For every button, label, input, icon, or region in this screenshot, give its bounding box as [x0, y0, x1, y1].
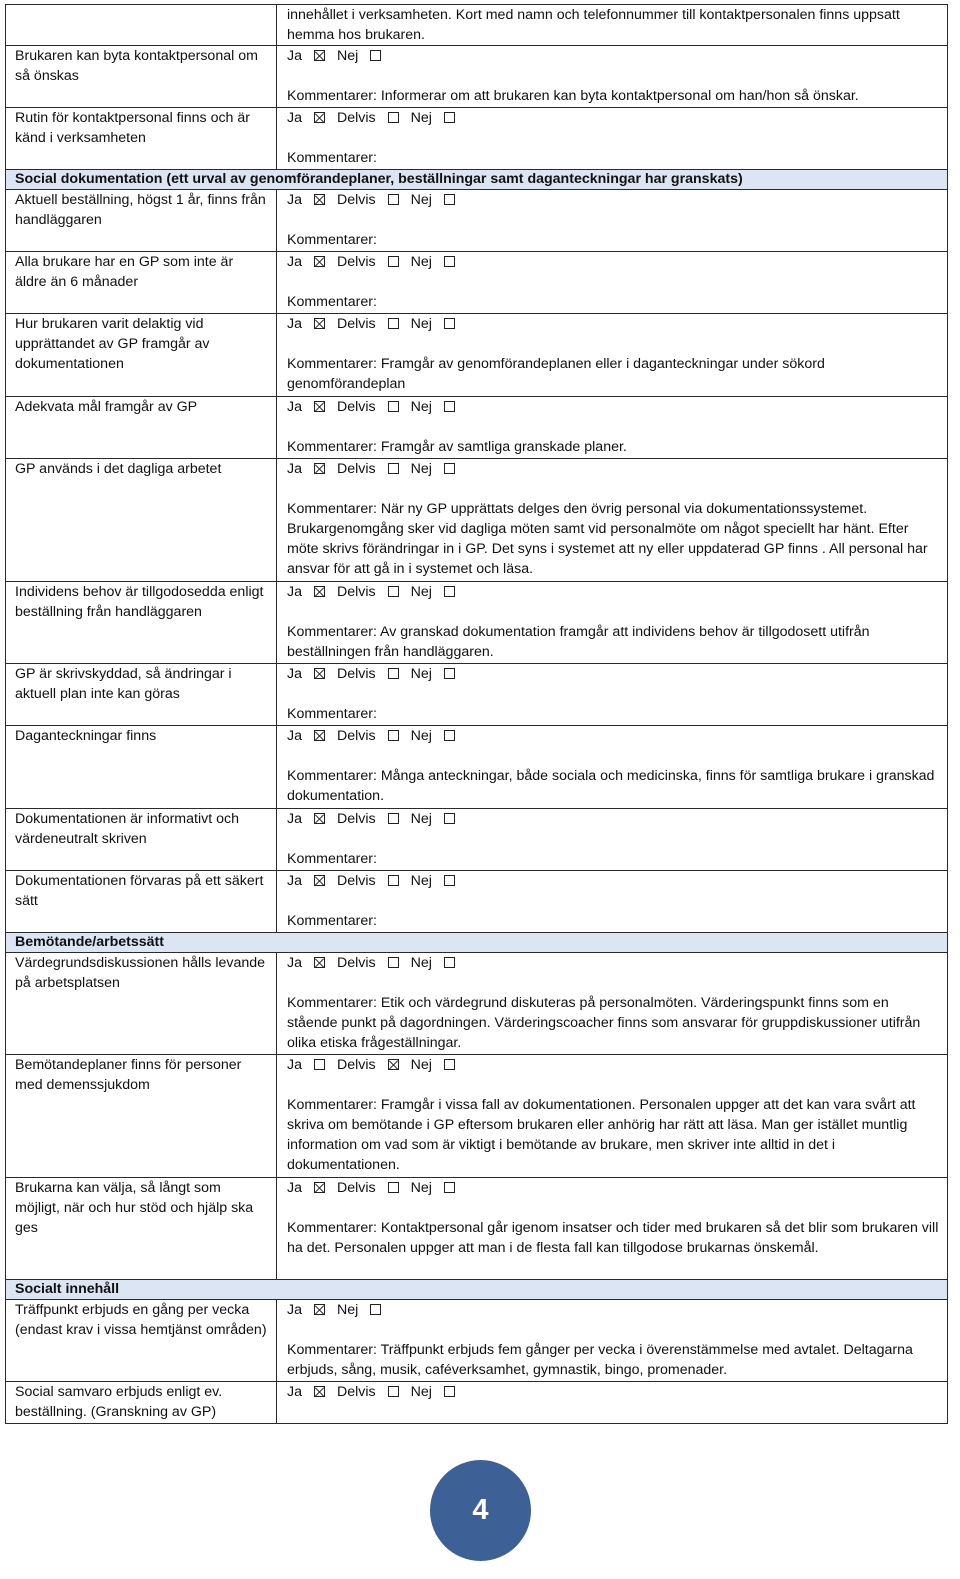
checklist-row: [6, 726, 948, 809]
option-label-ja: Ja: [287, 873, 302, 889]
spacer: [287, 334, 939, 354]
comment-text: Kommentarer: Många anteckningar, både sociala och medicinska, finns för samtliga brukare i granskad dokumentation.: [287, 768, 935, 804]
answer-cell: [277, 953, 948, 1055]
spacer: [287, 210, 939, 230]
checklist-row: [6, 664, 948, 726]
option-label-nej: Nej: [410, 1180, 432, 1196]
checklist-row: [6, 397, 948, 459]
checked-checkbox-icon[interactable]: [314, 957, 325, 968]
option-label-nej: Nej: [410, 728, 432, 744]
empty-checkbox-icon[interactable]: [388, 875, 399, 886]
section-header: [6, 1280, 948, 1300]
option-label-ja: Ja: [287, 110, 302, 126]
option-label-nej: Nej: [336, 1302, 359, 1318]
comment-text: Kommentarer: Framgår av samtliga granskade planer.: [287, 439, 627, 455]
question-cell: Träffpunkt erbjuds en gång per vecka (endast krav i vissa hemtjänst områden): [6, 1300, 277, 1382]
question-cell: [6, 5, 277, 46]
spacer: [287, 479, 939, 499]
checked-checkbox-icon[interactable]: [388, 1059, 399, 1070]
spacer: [287, 684, 939, 704]
empty-checkbox-icon[interactable]: [388, 463, 399, 474]
answer-cell: [277, 314, 948, 397]
option-label-ja: Ja: [287, 1302, 302, 1318]
answer-options: [287, 664, 939, 684]
empty-checkbox-icon[interactable]: [388, 957, 399, 968]
section-title: Social dokumentation (ett urval av genomförandeplaner, beställningar samt daganteckningar har granskats): [6, 170, 948, 190]
option-label-nej: Nej: [410, 873, 432, 889]
empty-checkbox-icon[interactable]: [388, 112, 399, 123]
answer-options: [287, 314, 939, 334]
checklist-row: [6, 582, 948, 664]
question-cell: Brukarna kan välja, så långt som möjligt, när och hur stöd och hjälp ska ges: [6, 1178, 277, 1280]
option-label-delvis: Delvis: [336, 1057, 376, 1073]
option-label-nej: Nej: [336, 48, 359, 64]
section-header: [6, 933, 948, 953]
answer-options: [287, 1055, 939, 1075]
option-label-delvis: Delvis: [336, 666, 376, 682]
spacer: [287, 973, 939, 993]
checked-checkbox-icon[interactable]: [314, 586, 325, 597]
empty-checkbox-icon[interactable]: [444, 1059, 455, 1070]
option-label-nej: Nej: [410, 955, 432, 971]
answer-cell: [277, 108, 948, 170]
option-label-delvis: Delvis: [336, 399, 376, 415]
checklist-row: [6, 1382, 948, 1424]
empty-checkbox-icon[interactable]: [388, 194, 399, 205]
empty-checkbox-icon[interactable]: [444, 957, 455, 968]
comment-text: Kommentarer: Kontaktpersonal går igenom insatser och tider med brukaren så det blir som brukaren vill ha det. Personalen uppger att man i de flesta fall kan tillgodose brukarnas önskemål.: [287, 1220, 939, 1256]
question-cell: Brukaren kan byta kontaktpersonal om så önskas: [6, 46, 277, 108]
checked-checkbox-icon[interactable]: [314, 50, 325, 61]
inspection-checklist: [5, 4, 948, 1424]
spacer: [287, 1075, 939, 1095]
empty-checkbox-icon[interactable]: [444, 813, 455, 824]
empty-checkbox-icon[interactable]: [388, 401, 399, 412]
question-cell: Värdegrundsdiskussionen hålls levande på arbetsplatsen: [6, 953, 277, 1055]
answer-options: [287, 46, 939, 66]
question-cell: GP är skrivskyddad, så ändringar i aktuell plan inte kan göras: [6, 664, 277, 726]
comment-text: Kommentarer:: [287, 913, 377, 929]
answer-options: [287, 397, 939, 417]
question-cell: Dokumentationen är informativt och värdeneutralt skriven: [6, 809, 277, 871]
comment-text: Kommentarer:: [287, 232, 377, 248]
spacer: [287, 602, 939, 622]
option-label-ja: Ja: [287, 1180, 302, 1196]
spacer: [287, 829, 939, 849]
empty-checkbox-icon[interactable]: [388, 256, 399, 267]
comment-text: Kommentarer:: [287, 851, 377, 867]
spacer: [287, 272, 939, 292]
question-cell: Daganteckningar finns: [6, 726, 277, 809]
option-label-ja: Ja: [287, 48, 302, 64]
empty-checkbox-icon[interactable]: [444, 730, 455, 741]
answer-cell: [277, 726, 948, 809]
option-label-ja: Ja: [287, 955, 302, 971]
option-label-ja: Ja: [287, 316, 302, 332]
checklist-row: [6, 1178, 948, 1280]
comment-text: Kommentarer:: [287, 706, 377, 722]
answer-cell: [277, 809, 948, 871]
empty-checkbox-icon[interactable]: [444, 194, 455, 205]
checked-checkbox-icon[interactable]: [314, 1386, 325, 1397]
answer-options: [287, 871, 939, 891]
empty-checkbox-icon[interactable]: [444, 1182, 455, 1193]
checked-checkbox-icon[interactable]: [314, 668, 325, 679]
answer-cell: [277, 5, 948, 46]
comment-text: Kommentarer: Informerar om att brukaren kan byta kontaktpersonal om han/hon så önskar.: [287, 88, 859, 104]
spacer: [287, 746, 939, 766]
checked-checkbox-icon[interactable]: [314, 401, 325, 412]
option-label-delvis: Delvis: [336, 811, 376, 827]
empty-checkbox-icon[interactable]: [388, 668, 399, 679]
checked-checkbox-icon[interactable]: [314, 318, 325, 329]
option-label-nej: Nej: [410, 192, 432, 208]
option-label-delvis: Delvis: [336, 728, 376, 744]
spacer: [287, 1198, 939, 1218]
answer-options: [287, 726, 939, 746]
comment-text: Kommentarer: Av granskad dokumentation framgår att individens behov är tillgodosett utifrån beställningen från handläggaren.: [287, 624, 870, 660]
answer-options: [287, 1382, 939, 1402]
question-cell: Rutin för kontaktpersonal finns och är känd i verksamheten: [6, 108, 277, 170]
answer-options: [287, 108, 939, 128]
checklist-row: [6, 1055, 948, 1178]
option-label-nej: Nej: [410, 254, 432, 270]
section-title: Socialt innehåll: [6, 1280, 948, 1300]
option-label-delvis: Delvis: [336, 873, 376, 889]
empty-checkbox-icon[interactable]: [444, 1386, 455, 1397]
empty-checkbox-icon[interactable]: [370, 50, 381, 61]
option-label-ja: Ja: [287, 584, 302, 600]
checklist-row: [6, 871, 948, 933]
answer-options: [287, 809, 939, 829]
empty-checkbox-icon[interactable]: [444, 112, 455, 123]
empty-checkbox-icon[interactable]: [444, 668, 455, 679]
answer-cell: [277, 190, 948, 252]
comment-text: Kommentarer: Träffpunkt erbjuds fem gånger per vecka i överenstämmelse med avtalet. Deltagarna erbjuds, sång, musik, caféverksamhet, gymnastik, bingo, promenader.: [287, 1342, 913, 1378]
empty-checkbox-icon[interactable]: [388, 1386, 399, 1397]
continued-row: [6, 5, 948, 46]
checklist-row: [6, 953, 948, 1055]
comment-text: Kommentarer: Etik och värdegrund diskuteras på personalmöten. Värderingspunkt finns som en stående punkt på dagordningen. Värderingscoacher finns som ansvarar för gruppdiskussioner utifrån olika etiska frågeställningar.: [287, 995, 921, 1051]
option-label-delvis: Delvis: [336, 192, 376, 208]
empty-checkbox-icon[interactable]: [444, 401, 455, 412]
checked-checkbox-icon[interactable]: [314, 1182, 325, 1193]
option-label-ja: Ja: [287, 461, 302, 477]
checklist-table: [5, 4, 948, 1424]
option-label-ja: Ja: [287, 666, 302, 682]
option-label-ja: Ja: [287, 811, 302, 827]
answer-cell: [277, 871, 948, 933]
empty-checkbox-icon[interactable]: [370, 1304, 381, 1315]
option-label-ja: Ja: [287, 254, 302, 270]
checklist-row: [6, 314, 948, 397]
option-label-delvis: Delvis: [336, 254, 376, 270]
option-label-delvis: Delvis: [336, 955, 376, 971]
section-title: Bemötande/arbetssätt: [6, 933, 948, 953]
option-label-ja: Ja: [287, 192, 302, 208]
section-header: [6, 170, 948, 190]
option-label-nej: Nej: [410, 666, 432, 682]
checked-checkbox-icon[interactable]: [314, 730, 325, 741]
option-label-ja: Ja: [287, 1384, 302, 1400]
empty-checkbox-icon[interactable]: [388, 1182, 399, 1193]
option-label-nej: Nej: [410, 1384, 432, 1400]
answer-cell: [277, 46, 948, 108]
continued-text: innehållet i verksamheten. Kort med namn och telefonnummer till kontaktpersonalen finns uppsatt hemma hos brukaren.: [287, 7, 900, 43]
option-label-nej: Nej: [410, 316, 432, 332]
answer-cell: [277, 582, 948, 664]
checked-checkbox-icon[interactable]: [314, 463, 325, 474]
option-label-delvis: Delvis: [336, 1384, 376, 1400]
checked-checkbox-icon[interactable]: [314, 256, 325, 267]
answer-options: [287, 252, 939, 272]
answer-options: [287, 582, 939, 602]
answer-cell: [277, 664, 948, 726]
option-label-ja: Ja: [287, 399, 302, 415]
answer-options: [287, 953, 939, 973]
comment-text: Kommentarer:: [287, 150, 377, 166]
option-label-delvis: Delvis: [336, 584, 376, 600]
question-cell: Aktuell beställning, högst 1 år, finns från handläggaren: [6, 190, 277, 252]
answer-cell: [277, 252, 948, 314]
spacer: [287, 891, 939, 911]
page-number-badge: 4: [430, 1460, 531, 1561]
empty-checkbox-icon[interactable]: [444, 318, 455, 329]
empty-checkbox-icon[interactable]: [388, 813, 399, 824]
checklist-row: [6, 46, 948, 108]
answer-options: [287, 1178, 939, 1198]
empty-checkbox-icon[interactable]: [388, 318, 399, 329]
checked-checkbox-icon[interactable]: [314, 1304, 325, 1315]
spacer: [287, 66, 939, 86]
answer-options: [287, 1300, 939, 1320]
option-label-nej: Nej: [410, 461, 432, 477]
empty-checkbox-icon[interactable]: [444, 586, 455, 597]
comment-text: Kommentarer: Framgår i vissa fall av dokumentationen. Personalen uppger att det kan vara svårt att skriva om bemötande i GP eftersom brukaren eller anhörig har rätt att läsa. Man ger istället muntlig information om vad som är viktigt i bemötande av brukare, men skriver inte alltid in det i dokumentationen.: [287, 1097, 916, 1173]
question-cell: Adekvata mål framgår av GP: [6, 397, 277, 459]
empty-checkbox-icon[interactable]: [444, 463, 455, 474]
checklist-row: [6, 108, 948, 170]
comment-text: Kommentarer:: [287, 294, 377, 310]
checklist-row: [6, 1300, 948, 1382]
comment-text: Kommentarer: När ny GP upprättats delges den övrig personal via dokumentationssystemet. Brukargenomgång sker vid dagliga möten samt vid personalmöte om något speciellt har hänt. Efter möte skrivs förändringar in i GP. Det syns i systemet att ny eller uppdaterad GP finns . All personal har ansvar för att gå in i systemet och läsa.: [287, 501, 928, 577]
answer-options: [287, 190, 939, 210]
empty-checkbox-icon[interactable]: [444, 875, 455, 886]
option-label-nej: Nej: [410, 1057, 432, 1073]
answer-cell: [277, 1178, 948, 1280]
option-label-nej: Nej: [410, 399, 432, 415]
spacer: [287, 417, 939, 437]
empty-checkbox-icon[interactable]: [388, 730, 399, 741]
checked-checkbox-icon[interactable]: [314, 112, 325, 123]
question-cell: Social samvaro erbjuds enligt ev. beställning. (Granskning av GP): [6, 1382, 277, 1424]
option-label-nej: Nej: [410, 110, 432, 126]
option-label-nej: Nej: [410, 811, 432, 827]
question-cell: Alla brukare har en GP som inte är äldre än 6 månader: [6, 252, 277, 314]
answer-cell: [277, 397, 948, 459]
option-label-delvis: Delvis: [336, 461, 376, 477]
checklist-row: [6, 190, 948, 252]
checked-checkbox-icon[interactable]: [314, 194, 325, 205]
spacer: [287, 128, 939, 148]
option-label-nej: Nej: [410, 584, 432, 600]
empty-checkbox-icon[interactable]: [314, 1059, 325, 1070]
option-label-delvis: Delvis: [336, 110, 376, 126]
comment-text: Kommentarer: Framgår av genomförandeplanen eller i daganteckningar under sökord genomförandeplan: [287, 356, 825, 392]
answer-cell: [277, 459, 948, 582]
answer-cell: [277, 1382, 948, 1424]
option-label-delvis: Delvis: [336, 1180, 376, 1196]
answer-options: [287, 459, 939, 479]
checklist-row: [6, 252, 948, 314]
spacer: [287, 1320, 939, 1340]
checklist-row: [6, 459, 948, 582]
answer-cell: [277, 1300, 948, 1382]
answer-cell: [277, 1055, 948, 1178]
question-cell: Dokumentationen förvaras på ett säkert sätt: [6, 871, 277, 933]
empty-checkbox-icon[interactable]: [444, 256, 455, 267]
checklist-row: [6, 809, 948, 871]
question-cell: Individens behov är tillgodosedda enligt beställning från handläggaren: [6, 582, 277, 664]
question-cell: GP används i det dagliga arbetet: [6, 459, 277, 582]
checked-checkbox-icon[interactable]: [314, 875, 325, 886]
option-label-delvis: Delvis: [336, 316, 376, 332]
option-label-ja: Ja: [287, 728, 302, 744]
question-cell: Hur brukaren varit delaktig vid upprättandet av GP framgår av dokumentationen: [6, 314, 277, 397]
question-cell: Bemötandeplaner finns för personer med demenssjukdom: [6, 1055, 277, 1178]
option-label-ja: Ja: [287, 1057, 302, 1073]
checked-checkbox-icon[interactable]: [314, 813, 325, 824]
empty-checkbox-icon[interactable]: [388, 586, 399, 597]
